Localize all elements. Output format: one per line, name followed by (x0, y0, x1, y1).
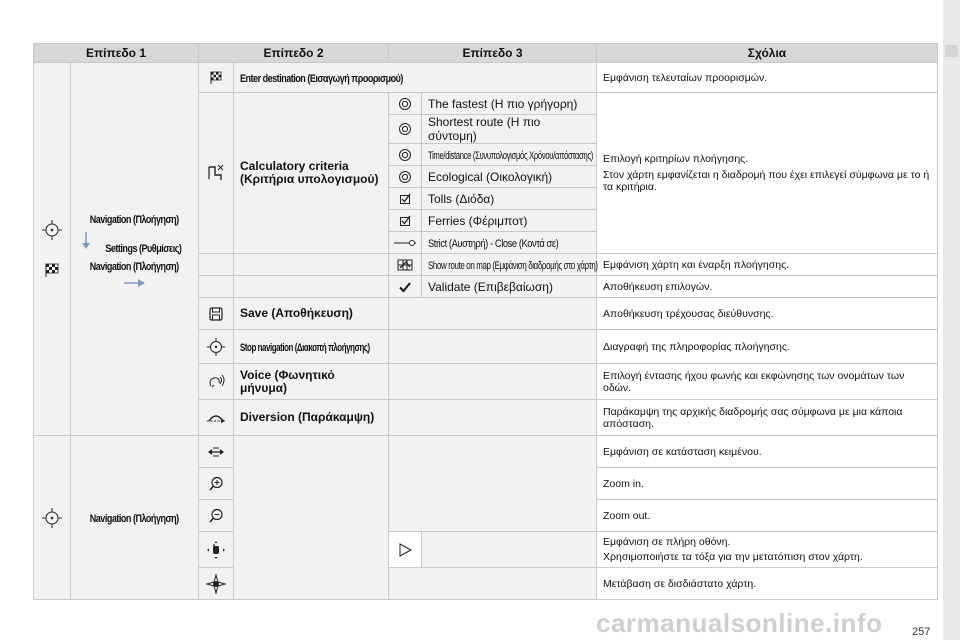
zoom-in-comment: Zoom in. (597, 468, 938, 500)
diversion-label: Diversion (Παράκαμψη) (234, 400, 389, 436)
play-triangle-icon (397, 542, 413, 558)
option-strict: Strict (Αυστηρή) - Close (Κοντά σε) (428, 237, 559, 250)
empty-cell (389, 364, 597, 400)
menu-table (33, 43, 938, 600)
zoom-out-icon-cell (199, 500, 234, 532)
diversion-icon-cell (199, 400, 234, 436)
option-shortest: Shortest route (Η πιο σύντομη) (422, 115, 597, 144)
settings-label: Settings (Ρυθμίσεις) (105, 243, 182, 255)
pan-hand-icon (206, 540, 226, 560)
save-disk-icon (207, 305, 225, 323)
empty-cell (234, 436, 389, 600)
radio-target-icon (398, 170, 412, 184)
checkered-flag-icon (208, 70, 224, 86)
show-route-label: Show route on map (Εμφάνιση διαδρομής στο χάρτη) (428, 259, 598, 272)
criteria-label: Calculatory criteria (Κριτήρια υπολογισμού) (234, 93, 389, 254)
validate-comment: Αποθήκευση επιλογών. (597, 276, 938, 298)
move-arrows-icon (206, 445, 226, 459)
fullscreen-comment-cell (597, 532, 938, 568)
navigation-label: Navigation (Πλοήγηση) (90, 214, 179, 226)
checkbox-checked-icon (398, 192, 412, 206)
enter-destination-comment: Εμφάνιση τελευταίων προορισμών. (597, 63, 938, 93)
checkbox-checked-icon (398, 214, 412, 228)
validate-label: Validate (Επιβεβαίωση) (422, 276, 597, 298)
option-ecological: Ecological (Οικολογική) (422, 166, 597, 188)
option-time-distance: Time/distance (Συνυπολογισμός Χρόνου/απόστασης) (428, 149, 593, 162)
empty-cell (389, 330, 597, 364)
fullscreen-icon-cell (199, 532, 234, 568)
empty-cell (422, 532, 597, 568)
arrow-down-icon (79, 232, 93, 250)
header-level1: Επίπεδο 1 (34, 44, 199, 63)
navigation-crosshair-icon (41, 507, 63, 529)
map2d-comment: Μετάβαση σε δισδιάστατο χάρτη. (597, 568, 938, 600)
right-margin-strip (943, 0, 960, 640)
empty-cell (389, 400, 597, 436)
stop-navigation-label: Stop navigation (Διακοπή πλοήγησης) (240, 341, 370, 354)
empty-cell (234, 254, 389, 276)
option-tolls: Tolls (Διόδα) (422, 188, 597, 210)
option-time-distance-cell (422, 144, 597, 166)
lower-level1-label-cell (71, 436, 199, 600)
voice-speaking-icon (206, 373, 226, 391)
radio-icon-cell (389, 144, 422, 166)
option-strict-cell (422, 232, 597, 254)
empty-cell (389, 568, 597, 600)
show-route-cell (422, 254, 597, 276)
voice-label: Voice (Φωνητικό μήνυμα) (234, 364, 389, 400)
navigation-label-2: Navigation (Πλοήγηση) (90, 261, 179, 273)
table-row (34, 63, 938, 93)
navigation-crosshair-icon (206, 337, 226, 357)
play-icon-cell (389, 532, 422, 568)
map-grid-icon (396, 257, 414, 273)
table-row (34, 436, 938, 468)
arrow-right-icon (124, 278, 146, 288)
fullscreen-comment-2: Χρησιμοποιήστε τα τόξα για την μετατόπιση στον χάρτη. (603, 551, 863, 563)
checkmark-icon (398, 280, 412, 294)
slider-icon-cell (389, 232, 422, 254)
radio-target-icon (398, 148, 412, 162)
radio-target-icon (398, 97, 412, 111)
criteria-comment-1: Επιλογή κριτηρίων πλοήγησης. (603, 153, 749, 165)
zoom-in-icon (207, 475, 225, 493)
navigation-label-lower: Navigation (Πλοήγηση) (90, 512, 179, 525)
watermark: carmanualsonline.info (596, 608, 883, 638)
enter-destination-label: Enter destination (Εισαγωγή προορισμού) (240, 72, 403, 85)
criteria-icon-cell (199, 93, 234, 254)
fullscreen-comment-1: Εμφάνιση σε πλήρη οθόνη. (603, 536, 731, 548)
slider-icon (392, 238, 418, 248)
level1-labels-cell (71, 63, 199, 436)
empty-cell (199, 276, 234, 298)
radio-icon-cell (389, 166, 422, 188)
show-route-comment: Εμφάνιση χάρτη και έναρξη πλοήγησης. (597, 254, 938, 276)
enter-destination-cell (234, 63, 597, 93)
zoom-out-icon (207, 507, 225, 525)
navigation-crosshair-icon (41, 219, 63, 241)
lower-level1-icon-cell (34, 436, 71, 600)
radio-icon-cell (389, 115, 422, 144)
voice-comment: Επιλογή έντασης ήχου φωνής και εκφώνησης των ονομάτων των οδών. (597, 364, 938, 400)
voice-icon-cell (199, 364, 234, 400)
header-level3: Επίπεδο 3 (389, 44, 597, 63)
diversion-detour-icon (205, 411, 227, 425)
option-fastest: The fastest (Η πιο γρήγορη) (422, 93, 597, 115)
save-comment: Αποθήκευση τρέχουσας διεύθυνσης. (597, 298, 938, 330)
save-icon-cell (199, 298, 234, 330)
radio-target-icon (398, 122, 412, 136)
stop-navigation-comment: Διαγραφή της πληροφορίας πλοήγησης. (597, 330, 938, 364)
radio-icon-cell (389, 93, 422, 115)
validate-icon-cell (389, 276, 422, 298)
stop-navigation-icon-cell (199, 330, 234, 364)
diversion-comment: Παράκαμψη της αρχικής διαδρομής σας σύμφωνα με μια κάποια απόσταση. (597, 400, 938, 436)
header-comments: Σχόλια (597, 44, 938, 63)
zoom-in-icon-cell (199, 468, 234, 500)
header-level2: Επίπεδο 2 (199, 44, 389, 63)
checkered-flag-icon (43, 261, 61, 279)
header-row (34, 44, 938, 63)
empty-cell (234, 276, 389, 298)
empty-cell (199, 254, 234, 276)
empty-cell (389, 436, 597, 532)
route-criteria-icon (206, 163, 226, 183)
map-2d-compass-icon (205, 573, 227, 595)
criteria-comment-cell (597, 93, 938, 254)
zoom-out-comment: Zoom out. (597, 500, 938, 532)
checkbox-icon-cell (389, 188, 422, 210)
option-ferries: Ferries (Φέριμποτ) (422, 210, 597, 232)
page-number: 257 (912, 626, 931, 638)
stop-navigation-cell (234, 330, 389, 364)
criteria-comment-2: Στον χάρτη εμφανίζεται η διαδρομή που έχει επιλεγεί σύμφωνα με το ή τα κριτήρια. (603, 169, 930, 193)
enter-destination-icon-cell (199, 63, 234, 93)
level1-icons-cell (34, 63, 71, 436)
text-mode-icon-cell (199, 436, 234, 468)
text-mode-comment: Εμφάνιση σε κατάσταση κειμένου. (597, 436, 938, 468)
empty-cell (389, 298, 597, 330)
map-icon-cell (389, 254, 422, 276)
margin-tab (945, 45, 958, 57)
map2d-icon-cell (199, 568, 234, 600)
save-label: Save (Αποθήκευση) (234, 298, 389, 330)
checkbox-icon-cell (389, 210, 422, 232)
